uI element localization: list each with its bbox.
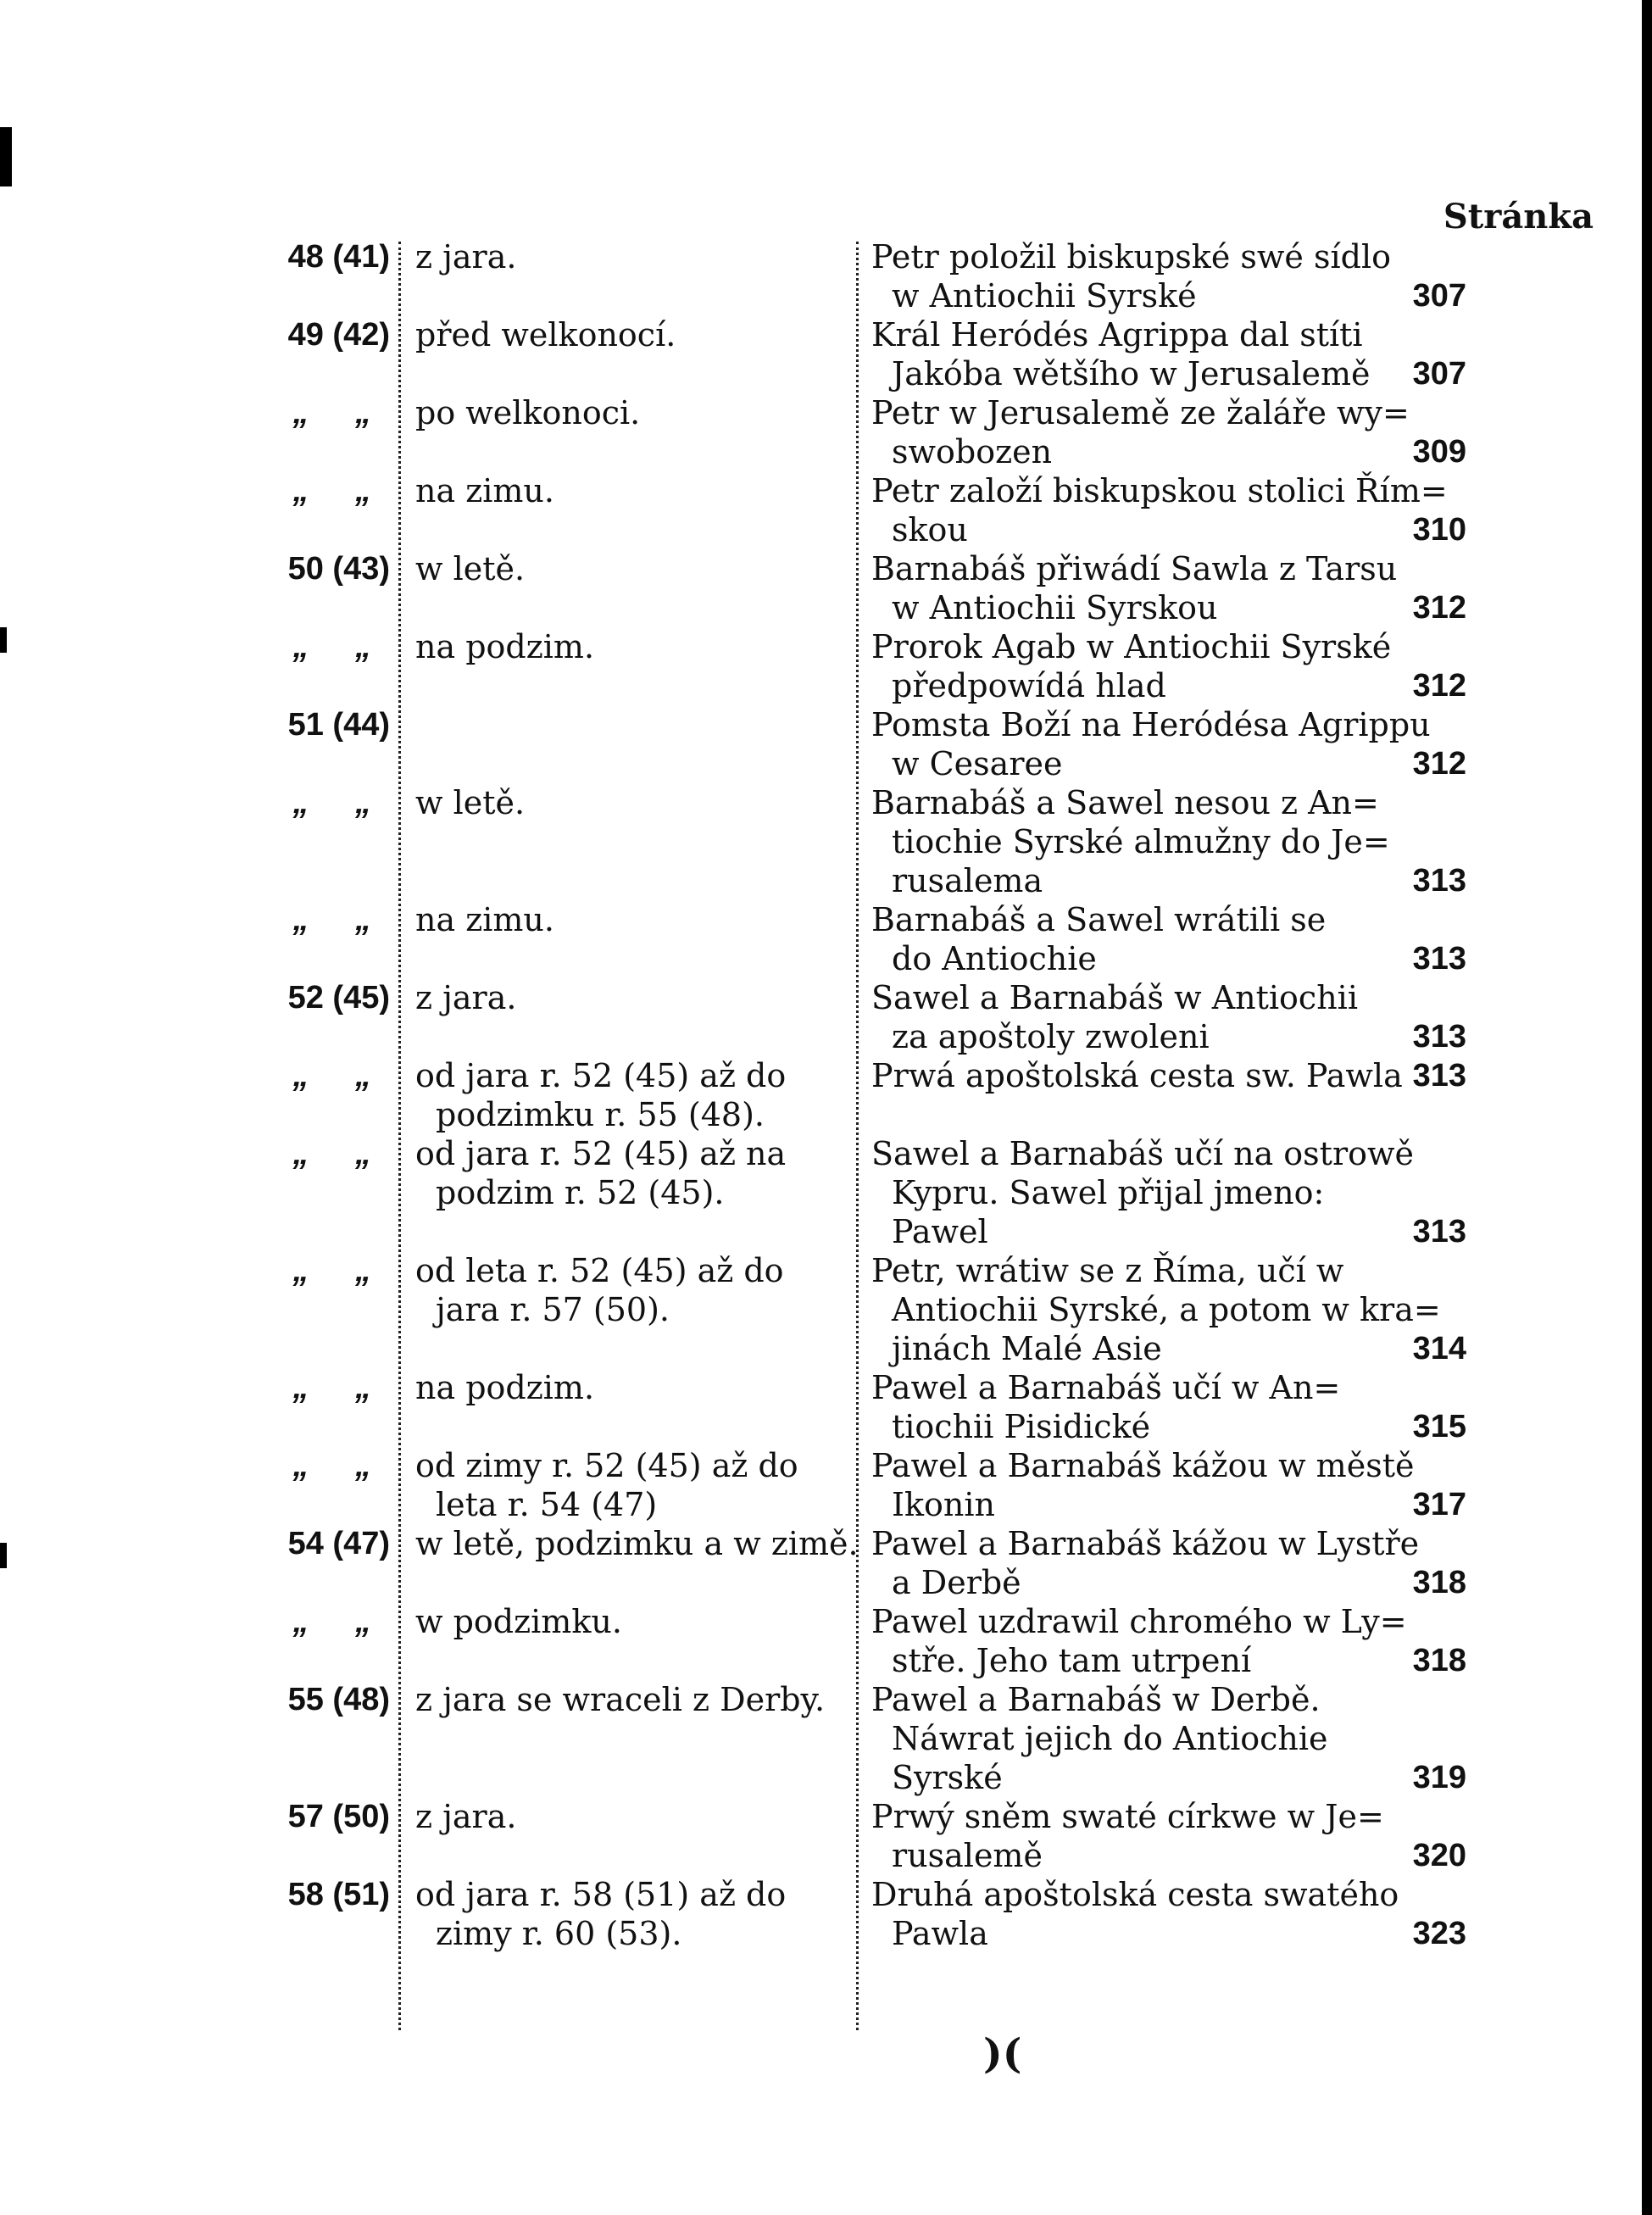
event-line: tiochii Pisidické — [892, 1408, 1151, 1445]
event-cell — [871, 1134, 1415, 1251]
event-cell — [871, 549, 1398, 627]
event-line: Pawel — [892, 1213, 988, 1250]
event-line: Syrské — [892, 1759, 1003, 1796]
event-cell — [871, 315, 1390, 393]
season-line: na podzim. — [415, 628, 595, 665]
year-cell: 52 (45) — [287, 980, 390, 1016]
season-cell — [415, 1056, 848, 1134]
year-cell: 55 (48) — [287, 1682, 390, 1717]
event-line: Sawel a Barnabáš w Antiochii — [871, 979, 1358, 1016]
season-line: od jara r. 52 (45) až na — [415, 1135, 787, 1172]
event-line: Barnabáš přiwádí Sawla z Tarsu — [871, 550, 1398, 587]
event-line: Ikonin — [892, 1486, 996, 1523]
year-cell: „ „ — [292, 629, 390, 665]
season-line: podzimku r. 55 (48). — [436, 1096, 765, 1133]
page-column-header: Stránka — [1443, 197, 1594, 237]
event-line: rusalemě — [892, 1837, 1043, 1874]
binding-mark — [0, 1543, 7, 1568]
page-number-cell: 313 — [1412, 863, 1466, 899]
season-cell — [415, 900, 848, 939]
season-line: od jara r. 52 (45) až do — [415, 1057, 787, 1094]
season-line: na podzim. — [415, 1369, 595, 1406]
event-cell — [871, 1680, 1390, 1797]
page-ornament: )( — [983, 2030, 1022, 2078]
page-number-cell: 312 — [1412, 590, 1466, 626]
season-cell — [415, 1446, 848, 1524]
season-cell — [415, 1602, 848, 1641]
season-cell — [415, 237, 848, 276]
season-line: z jara. — [415, 238, 517, 275]
year-cell: „ „ — [292, 1058, 390, 1094]
year-cell: „ „ — [292, 473, 390, 509]
year-cell: „ „ — [292, 1448, 390, 1483]
season-cell — [415, 315, 848, 354]
season-line: w letě. — [415, 550, 526, 587]
event-line: Prwá apoštolská cesta sw. Pawla — [871, 1057, 1403, 1094]
page-number-cell: 307 — [1412, 356, 1466, 392]
season-cell — [415, 1680, 848, 1719]
season-line: z jara. — [415, 979, 517, 1016]
event-line: Pomsta Boží na Heródésa Agrippu — [871, 706, 1431, 743]
column-divider — [398, 242, 401, 2030]
page-number-cell: 314 — [1412, 1331, 1466, 1366]
binding-mark — [0, 127, 12, 186]
event-line: swobozen — [892, 433, 1053, 470]
event-cell — [871, 1602, 1407, 1680]
year-cell: 48 (41) — [287, 239, 390, 275]
page-number-cell: 319 — [1412, 1760, 1466, 1795]
year-cell: 50 (43) — [287, 551, 390, 587]
season-line: leta r. 54 (47) — [436, 1486, 658, 1523]
event-line: a Derbě — [892, 1564, 1021, 1601]
event-line: Pawel a Barnabáš w Derbě. — [871, 1681, 1321, 1718]
event-cell — [871, 900, 1390, 978]
year-cell: 58 (51) — [287, 1877, 390, 1912]
season-line: w podzimku. — [415, 1603, 622, 1640]
year-cell: 54 (47) — [287, 1526, 390, 1561]
year-cell: „ „ — [292, 1253, 390, 1288]
season-line: z jara. — [415, 1798, 517, 1835]
season-cell — [415, 1797, 848, 1836]
season-line: na zimu. — [415, 901, 554, 938]
event-line: Petr založí biskupskou stolici Řím= — [871, 472, 1448, 509]
event-cell — [871, 1797, 1390, 1875]
season-cell — [415, 549, 848, 588]
event-cell — [871, 783, 1390, 900]
event-line: stře. Jeho tam utrpení — [892, 1642, 1252, 1679]
season-cell — [415, 783, 848, 822]
event-line: w Antiochii Syrskou — [892, 589, 1218, 626]
event-line: Barnabáš a Sawel wrátili se — [871, 901, 1327, 938]
event-line: Sawel a Barnabáš učí na ostrowě — [871, 1135, 1415, 1172]
year-cell: 57 (50) — [287, 1799, 390, 1834]
page-number-cell: 313 — [1412, 1019, 1466, 1055]
event-line: Pawel a Barnabáš učí w An= — [871, 1369, 1341, 1406]
season-line: od jara r. 58 (51) až do — [415, 1876, 787, 1913]
event-line: předpowídá hlad — [892, 667, 1166, 704]
event-line: za apoštoly zwoleni — [892, 1018, 1210, 1055]
year-cell: „ „ — [292, 1370, 390, 1405]
event-line: Náwrat jejich do Antiochie — [892, 1720, 1328, 1757]
page-number-cell: 320 — [1412, 1838, 1466, 1873]
year-cell: 51 (44) — [287, 707, 390, 743]
page-number-cell: 309 — [1412, 434, 1466, 470]
event-line: do Antiochie — [892, 940, 1097, 977]
column-divider — [856, 242, 859, 2030]
season-cell — [415, 1368, 848, 1407]
event-line: rusalema — [892, 862, 1043, 899]
year-cell: „ „ — [292, 785, 390, 821]
page-number-cell: 318 — [1412, 1643, 1466, 1678]
event-line: w Cesaree — [892, 745, 1063, 782]
season-line: na zimu. — [415, 472, 554, 509]
event-line: Druhá apoštolská cesta swatého — [871, 1876, 1399, 1913]
season-line: od leta r. 52 (45) až do — [415, 1252, 784, 1289]
year-cell: „ „ — [292, 1604, 390, 1639]
event-cell — [871, 237, 1390, 315]
season-cell — [415, 471, 848, 510]
season-cell — [415, 1875, 848, 1953]
season-line: před welkonocí. — [415, 316, 676, 353]
season-line: jara r. 57 (50). — [436, 1291, 670, 1328]
page-number-cell: 312 — [1412, 746, 1466, 782]
page-number-cell: 307 — [1412, 278, 1466, 314]
event-line: Prwý sněm swaté církwe w Je= — [871, 1798, 1384, 1835]
page-number-cell: 317 — [1412, 1487, 1466, 1522]
page-number-cell: 310 — [1412, 512, 1466, 548]
season-line: po welkonoci. — [415, 394, 641, 431]
page-number-cell: 313 — [1412, 941, 1466, 977]
year-cell: „ „ — [292, 902, 390, 938]
event-line: Antiochii Syrské, a potom w kra= — [892, 1291, 1441, 1328]
season-cell — [415, 978, 848, 1017]
event-cell — [871, 1446, 1415, 1524]
page-number-cell: 313 — [1412, 1058, 1466, 1094]
page-number-cell: 323 — [1412, 1916, 1466, 1951]
event-line: Pawel a Barnabáš kážou w městě — [871, 1447, 1415, 1484]
year-cell: „ „ — [292, 1136, 390, 1172]
event-cell — [871, 1875, 1399, 1953]
event-cell — [871, 627, 1390, 705]
page-number-cell: 318 — [1412, 1565, 1466, 1600]
event-cell — [871, 1056, 1403, 1095]
event-line: Pawel a Barnabáš kážou w Lystře — [871, 1525, 1420, 1562]
event-line: Petr w Jerusalemě ze žaláře wy= — [871, 394, 1410, 431]
page-edge-shadow — [1642, 0, 1652, 2215]
page-number-cell: 313 — [1412, 1214, 1466, 1249]
event-line: Barnabáš a Sawel nesou z An= — [871, 784, 1379, 821]
event-cell — [871, 705, 1431, 783]
season-line: w letě, podzimku a w zimě. — [415, 1525, 859, 1562]
event-line: Pawel uzdrawil chromého w Ly= — [871, 1603, 1407, 1640]
season-line: podzim r. 52 (45). — [436, 1174, 725, 1211]
event-line: Prorok Agab w Antiochii Syrské — [871, 628, 1392, 665]
year-cell: „ „ — [292, 395, 390, 431]
event-cell — [871, 1368, 1390, 1446]
event-line: jinách Malé Asie — [892, 1330, 1162, 1367]
season-line: z jara se wraceli z Derby. — [415, 1681, 826, 1718]
event-line: w Antiochii Syrské — [892, 277, 1197, 314]
event-line: Pawla — [892, 1915, 988, 1952]
event-cell — [871, 393, 1410, 471]
season-line: od zimy r. 52 (45) až do — [415, 1447, 798, 1484]
event-line: Král Heródés Agrippa dal stíti — [871, 316, 1363, 353]
season-cell — [415, 627, 848, 666]
event-line: Petr položil biskupské swé sídlo — [871, 238, 1392, 275]
event-line: Kypru. Sawel přijal jmeno: — [892, 1174, 1325, 1211]
event-line: Petr, wrátiw se z Říma, učí w — [871, 1252, 1344, 1289]
season-line: w letě. — [415, 784, 526, 821]
year-cell: 49 (42) — [287, 317, 390, 353]
page-number-cell: 312 — [1412, 668, 1466, 704]
event-cell — [871, 978, 1390, 1056]
season-cell — [415, 1134, 848, 1212]
season-cell — [415, 1251, 848, 1329]
season-line: zimy r. 60 (53). — [436, 1915, 682, 1952]
page-number-cell: 315 — [1412, 1409, 1466, 1444]
season-cell — [415, 1524, 859, 1563]
season-cell — [415, 393, 848, 432]
event-cell — [871, 1524, 1420, 1602]
binding-mark — [0, 627, 7, 653]
event-line: tiochie Syrské almužny do Je= — [892, 823, 1390, 860]
event-line: skou — [892, 511, 968, 548]
event-line: Jakóba wětšího w Jerusalemě — [892, 355, 1371, 392]
